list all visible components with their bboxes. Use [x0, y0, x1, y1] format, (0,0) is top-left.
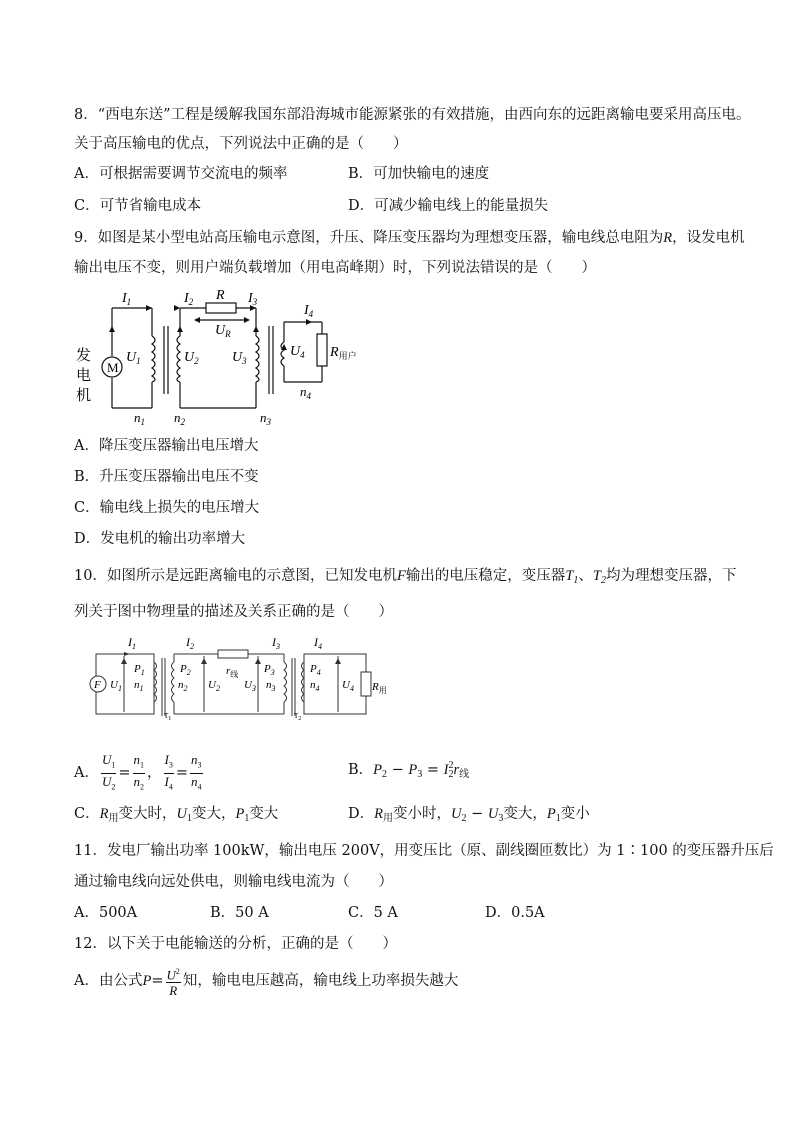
q10-option-d: D．$R_用$变小时，$U_2 - U_3$变大，$P_1$变小	[348, 806, 590, 824]
q9-option-d: D．发电机的输出功率增大	[74, 531, 246, 547]
q10-stem-line1: 10．如图所示是远距离输电的示意图，已知发电机F输出的电压稳定，变压器$T_1$、$T_2$均为理想变压器，下	[74, 568, 737, 586]
generator-label-2: 电	[76, 368, 92, 384]
svg-text:R用: $R_用$	[372, 681, 387, 695]
q12-option-a-prefix: A．由公式	[74, 973, 143, 990]
svg-text:UR: $U_R$	[215, 323, 231, 339]
q9-circuit-diagram	[74, 286, 357, 428]
q10-option-b: B．$P_2 - P_3 = I^2_2r_线$	[348, 760, 470, 780]
q11-option-c: C．5 A	[348, 905, 398, 921]
line-resistor-label: R	[216, 288, 225, 303]
q10-option-a: A． $\frac{U_1}{U_2}$ = $\frac{n_1}{n_2}$ ， $\frac{I_3}{I_4}$ = $\frac{n_3}{n_4}$	[74, 752, 202, 792]
q8-option-b: B．可加快输电的速度	[348, 166, 490, 182]
svg-text:n2: $n_2$	[178, 679, 188, 693]
svg-text:I1: $I_1$	[122, 291, 132, 307]
q8-stem-line1: 8．“西电东送”工程是缓解我国东部沿海城市能源紧张的有效措施，由西向东的远距离输电要采用高压电。	[74, 107, 751, 123]
svg-text:U2: $U_2$	[208, 679, 220, 693]
q9-option-c: C．输电线上损失的电压增大	[74, 500, 260, 516]
q10-stem-text-d: 均为理想变压器，下	[605, 568, 737, 584]
motor-label: M	[107, 360, 119, 375]
svg-text:I2: $I_2$	[184, 291, 194, 307]
q10-option-d-text3: 变小	[560, 806, 590, 822]
q9-stem-line1	[74, 228, 745, 248]
svg-text:P3: $P_3$	[264, 663, 275, 677]
q10-stem-text-a: 10．如图所示是远距离输电的示意图，已知发电机	[74, 568, 397, 584]
svg-text:U1: $U_1$	[110, 679, 122, 693]
q12-option-a: A．由公式P= $\frac{U^2}{R}$ 知，输电电压越高，输电线上功率损失越大	[74, 964, 458, 998]
svg-text:P1: $P_1$	[134, 663, 145, 677]
q11-stem-line1: 11．发电厂输出功率 100kW，输出电压 200V，用变压比（原、副线圈匝数比）为 1∶100 的变压器升压后	[74, 843, 774, 859]
svg-text:I4: $I_4$	[304, 303, 314, 319]
svg-text:T2: T2	[294, 712, 302, 722]
q9-var-r: R	[663, 230, 673, 246]
q10-circuit-diagram	[88, 632, 386, 720]
svg-text:F: F	[94, 679, 101, 691]
svg-text:n2: $n_2$	[174, 410, 185, 427]
svg-text:U1: $U_1$	[126, 350, 141, 366]
q10-stem-line2: 列关于图中物理量的描述及关系正确的是（ ）	[74, 604, 393, 620]
q9-stem-text-a: 9．如图是某小型电站高压输电示意图，升压、降压变压器均为理想变压器，输电线总电阻为	[74, 230, 664, 246]
q10-option-c-r-sub: 用	[108, 813, 119, 824]
q8-option-a: A．可根据需要调节交流电的频率	[74, 166, 288, 182]
q12-option-a-text: 知，输电电压越高，输电线上功率损失越大	[182, 973, 459, 990]
generator-label-1: 发	[76, 348, 92, 364]
svg-text:I2: $I_2$	[186, 635, 194, 651]
q9-option-a: A．降压变压器输出电压增大	[74, 438, 259, 454]
q10-option-b-prefix: B．	[348, 762, 374, 778]
q11-option-d: D．0.5A	[485, 905, 545, 921]
q12-stem: 12．以下关于电能输送的分析，正确的是（ ）	[74, 936, 397, 952]
q10-stem-text-c: 、	[578, 568, 593, 584]
svg-text:n1: $n_1$	[134, 410, 145, 427]
generator-label-3: 机	[76, 388, 92, 404]
q10-option-c-text2: 变大，	[191, 806, 236, 822]
q9-stem-text-b: ，设发电机	[672, 230, 745, 246]
q10-option-c-text1: 变大时，	[118, 806, 177, 822]
q10-option-c: C．$R_用$变大时，$U_1$变大，$P_1$变大	[74, 806, 279, 824]
q11-option-b: B．50 A	[210, 905, 269, 921]
svg-text:U3: $U_3$	[244, 679, 256, 693]
svg-text:I3: $I_3$	[248, 291, 258, 307]
q8-option-d: D．可减少输电线上的能量损失	[348, 198, 549, 214]
q11-stem-line2: 通过输电线向远处供电，则输电线电流为（ ）	[74, 874, 393, 890]
q10-option-d-prefix: D．	[348, 806, 375, 822]
q9-stem-line2: 输出电压不变，则用户端负载增加（用电高峰期）时，下列说法错误的是（ ）	[74, 260, 596, 276]
svg-text:P4: $P_4$	[310, 663, 321, 677]
svg-text:r线: $r_线$	[226, 665, 239, 679]
svg-text:I1: $I_1$	[128, 635, 136, 651]
q10-option-d-text1: 变小时，	[393, 806, 451, 822]
svg-text:P2: $P_2$	[180, 663, 191, 677]
svg-text:U2: $U_2$	[184, 350, 199, 366]
q8-stem-line2: 关于高压输电的优点，下列说法中正确的是（ ）	[74, 136, 408, 152]
svg-text:R用户: $R_{用户}$	[330, 345, 357, 361]
svg-text:I3: $I_3$	[272, 635, 280, 651]
q9-option-b: B．升压变压器输出电压不变	[74, 469, 259, 485]
svg-text:T1: T1	[164, 712, 172, 722]
q10-option-a-prefix: A．	[74, 765, 99, 782]
svg-text:U3: $U_3$	[232, 350, 247, 366]
svg-text:n4: $n_4$	[310, 679, 320, 693]
q10-option-c-text3: 变大	[249, 806, 279, 822]
q10-option-c-prefix: C．	[74, 806, 100, 822]
svg-text:n3: $n_3$	[260, 410, 271, 427]
svg-text:n1: $n_1$	[134, 679, 144, 693]
svg-text:n4: $n_4$	[300, 384, 311, 401]
svg-text:U4: $U_4$	[290, 344, 305, 360]
q10-stem-text-b: 输出的电压稳定，变压器	[405, 568, 566, 584]
svg-text:U4: $U_4$	[342, 679, 354, 693]
q8-option-c: C．可节省输电成本	[74, 198, 202, 214]
svg-text:I4: $I_4$	[314, 635, 322, 651]
svg-text:n3: $n_3$	[266, 679, 276, 693]
q10-var-f: F	[396, 568, 406, 584]
q11-option-a: A．500A	[74, 905, 138, 921]
q10-option-d-text2: 变大，	[503, 806, 547, 822]
